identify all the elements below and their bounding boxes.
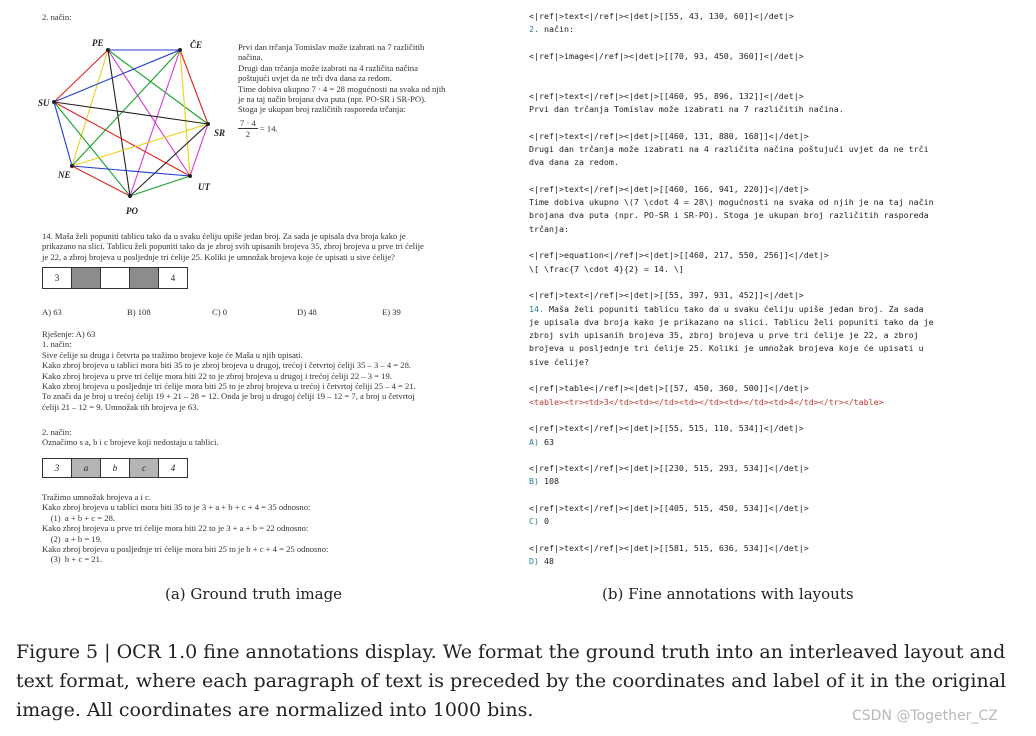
solution-line: ćeliji 21 – 12 = 9. Umnožak tih brojeva je 63. <box>42 401 199 412</box>
annotation-line <box>529 409 934 422</box>
annotation-text: način: <box>539 24 574 35</box>
fraction-numerator: 7 · 4 <box>240 118 256 128</box>
annotation-line <box>529 502 934 515</box>
annotation-text: <|ref|>text<|/ref|><|det|>[[230, 515, 293, 534]]<|/det|> <box>529 463 809 474</box>
gt-method2-body <box>42 492 512 565</box>
gt-solution <box>42 329 512 412</box>
problem-line: prikazano na slici. Tablicu želi popuniti tako da je zbroj svih upisanih brojeva 35, zbroj brojeva u prve tri ćelije <box>42 241 424 252</box>
graph-edge <box>72 166 190 176</box>
annotation-line <box>529 316 934 329</box>
option-0: A) 63 <box>42 307 62 317</box>
gt-side-text <box>238 42 478 115</box>
annotation-text: <|ref|>text<|/ref|><|det|>[[581, 515, 636, 534]]<|/det|> <box>529 542 809 553</box>
graph-node-label: NE <box>58 170 71 180</box>
annotation-text: <|ref|>text<|/ref|><|det|>[[460, 131, 880, 168]]<|/det|> <box>529 130 809 141</box>
annotation-line <box>529 223 934 236</box>
annotation-text: <|ref|>table<|/ref|><|det|>[[57, 450, 360, 500]]<|/det|> <box>529 383 809 394</box>
annotation-number: D) <box>529 556 539 567</box>
annotation-line <box>529 542 934 555</box>
annotation-table-html: <table><tr><td>3</td><td></td><td></td><td></td><td>4</td></tr></table> <box>529 396 884 407</box>
watermark: CSDN @Together_CZ <box>852 708 998 724</box>
graph-node <box>70 164 74 168</box>
annotation-number: 2. <box>529 24 539 35</box>
annotation-text: Drugi dan trčanja može izabrati na 4 različita načina poštujući uvjet da ne trči <box>529 143 929 154</box>
side-text-line: poštujući uvjet da ne trči dva dana za redom. <box>238 73 392 84</box>
option-2: C) 0 <box>212 307 228 317</box>
graph-node-label: UT <box>198 182 210 192</box>
annotation-line <box>529 37 934 50</box>
annotation-line <box>529 103 934 116</box>
graph-node-label: PO <box>126 206 138 216</box>
annotation-line <box>529 529 934 542</box>
side-text-line: Drugi dan trčanja može izabrati na 4 različita načina <box>238 62 418 73</box>
annotation-line <box>529 555 934 568</box>
solution-line: Sive ćelije su druga i četvrta pa tražimo brojeve koje će Maša u njih upisati. <box>42 349 303 360</box>
annotation-line <box>529 236 934 249</box>
table-cell: 4 <box>159 459 188 478</box>
annotation-text: <|ref|>equation<|/ref|><|det|>[[460, 217, 550, 256]]<|/det|> <box>529 250 829 261</box>
annotation-line <box>529 130 934 143</box>
method2-body-line: Kako zbroj brojeva u posljednje tri ćelije mora biti 25 to je b + c + 4 = 25 odnosno: <box>42 544 329 555</box>
problem-line: 14. Maša želi popuniti tablicu tako da u svaku ćeliju upiše jedan broj. Za sada je upisala dva broja kako je <box>42 231 406 241</box>
graph-node-label: ČE <box>190 40 203 50</box>
side-text-line: načina. <box>238 52 263 63</box>
annotation-line <box>529 249 934 262</box>
gt-options <box>42 307 462 319</box>
graph-edge <box>180 50 190 176</box>
table-cell <box>101 268 130 289</box>
annotation-line <box>529 462 934 475</box>
graph-node-label: SU <box>38 98 50 108</box>
graph-node-label: PE <box>92 38 104 48</box>
method2-body-line: Kako zbroj brojeva u prve tri ćelije mora biti 22 to je 3 + a + b = 22 odnosno: <box>42 523 309 534</box>
annotation-line <box>529 489 934 502</box>
graph-edge <box>72 50 180 166</box>
annotation-text: trčanja: <box>529 223 569 234</box>
graph-node <box>188 174 192 178</box>
fraction-denominator: 2 <box>245 129 251 140</box>
graph-node <box>52 100 56 104</box>
problem-line: je 22, a zbroj brojeva u posljednje tri ćelije 25. Koliki je umnožak brojeva koje će upisati u sive ćelije? <box>42 251 395 262</box>
fraction-result: = 14. <box>259 123 278 134</box>
graph-node <box>206 122 210 126</box>
graph-node <box>178 48 182 52</box>
annotation-line <box>529 196 934 209</box>
graph-edge <box>130 176 190 196</box>
annotation-line <box>529 90 934 103</box>
annotation-text: dva dana za redom. <box>529 157 619 168</box>
annotation-line <box>529 342 934 355</box>
annotation-line <box>529 515 934 528</box>
method2-body-line: (1) a + b + c = 28. <box>42 512 116 523</box>
annotation-text: 108 <box>539 476 559 487</box>
annotation-line <box>529 10 934 23</box>
graph-node-label: SR <box>214 128 226 138</box>
method2-line: 2. način: <box>42 427 72 437</box>
table-cell: 4 <box>159 268 188 289</box>
annotation-line <box>529 276 934 289</box>
problem-table <box>42 267 188 289</box>
annotation-number: C) <box>529 516 539 527</box>
annotation-text: 0 <box>539 516 549 527</box>
annotation-line <box>529 116 934 129</box>
solution-line: Rješenje: A) 63 <box>42 329 96 339</box>
annotation-line <box>529 63 934 76</box>
option-4: E) 39 <box>382 307 401 317</box>
graph-edge <box>54 102 72 166</box>
annotation-text: brojana dva puta (npr. PO-SR i SR-PO). Stoga je ukupan broj različitih rasporeda <box>529 210 929 221</box>
graph-node <box>106 48 110 52</box>
annotation-line <box>529 23 934 36</box>
caption-b: (b) Fine annotations with layouts <box>602 585 854 603</box>
graph-edge <box>180 50 208 124</box>
annotation-text: sive ćelije? <box>529 356 589 367</box>
solution-line: Kako zbroj brojeva u posljednje tri ćelije mora biti 25 to je zbroj brojeva u trećoj i četvrtoj ćeliji 25 – 4 = 21. <box>42 381 416 392</box>
graph-edge <box>130 124 208 196</box>
graph-edge <box>108 50 190 176</box>
gt-method2 <box>42 427 512 448</box>
fine-annotations <box>529 10 934 568</box>
annotation-number: B) <box>529 476 539 487</box>
figure-caption: Figure 5 | OCR 1.0 fine annotations display. We format the ground truth into an interleaved layout and text format, where each paragraph of text is preceded by the coordinates and label of it in the original image. All coordinates are normalized into 1000 bins. <box>16 641 1007 721</box>
annotation-line <box>529 289 934 302</box>
annotation-line <box>529 382 934 395</box>
table-cell <box>130 268 159 289</box>
gt-problem <box>42 231 492 262</box>
annotation-text: 48 <box>539 556 554 567</box>
table-cell: b <box>101 459 130 478</box>
annotation-line <box>529 475 934 488</box>
method2-line: Označimo s a, b i c brojeve koji nedostaju u tablici. <box>42 437 219 448</box>
gt-heading: 2. način: <box>42 12 72 22</box>
method2-body-line: (2) a + b = 19. <box>42 533 103 544</box>
annotation-text: Time dobiva ukupno \(7 \cdot 4 = 28\) mogućnosti na svaka od njih je na taj način <box>529 197 934 208</box>
annotation-line <box>529 183 934 196</box>
table-cell: a <box>72 459 101 478</box>
annotation-text: brojeva u posljednje tri ćelije 25. Koliki je umnožak brojeva koje će upisati u <box>529 343 924 354</box>
option-1: B) 108 <box>127 307 151 317</box>
table-cell <box>72 268 101 289</box>
annotation-text: Maša želi popuniti tablicu tako da u svaku ćeliju upiše jedan broj. Za sada <box>544 303 924 314</box>
caption-a: (a) Ground truth image <box>165 585 343 603</box>
annotation-line <box>529 170 934 183</box>
annotation-line <box>529 303 934 316</box>
annotation-line <box>529 329 934 342</box>
annotation-line <box>529 156 934 169</box>
annotation-number: 14. <box>529 303 544 314</box>
annotation-line <box>529 263 934 276</box>
annotation-line <box>529 76 934 89</box>
annotation-line <box>529 396 934 409</box>
annotation-line <box>529 422 934 435</box>
annotation-line <box>529 369 934 382</box>
side-text-line: Time dobiva ukupno 7 · 4 = 28 mogućnosti na svaka od njih <box>238 83 446 94</box>
annotation-text: <|ref|>text<|/ref|><|det|>[[55, 515, 110, 534]]<|/det|> <box>529 423 804 434</box>
option-3: D) 48 <box>297 307 317 317</box>
annotation-text: <|ref|>text<|/ref|><|det|>[[405, 515, 450, 534]]<|/det|> <box>529 502 809 513</box>
annotation-text: <|ref|>image<|/ref|><|det|>[[70, 93, 450, 360]]<|/det|> <box>529 50 804 61</box>
side-text-line: je na taj način brojana dva puta (npr. PO-SR i SR-PO). <box>238 94 427 105</box>
annotation-text: 63 <box>539 436 554 447</box>
graph-edge <box>54 50 180 102</box>
table-cell: c <box>130 459 159 478</box>
solution-table <box>42 458 188 478</box>
solution-line: To znači da je broj u trećoj ćeliji 19 + 21 – 28 = 12. Onda je broj u drugoj ćeliji 19 – 12 = 7, a broj u četvrtoj <box>42 391 415 402</box>
annotation-line <box>529 449 934 462</box>
annotation-text: Prvi dan trčanja Tomislav može izabrati na 7 različitih načina. <box>529 104 844 115</box>
annotation-text: je upisala dva broja kako je prikazano na slici. Tablicu želi popuniti tako da je <box>529 316 934 327</box>
annotation-line <box>529 143 934 156</box>
side-text-line: Prvi dan trčanja Tomislav može izabrati na 7 različitih <box>238 42 425 52</box>
table-cell: 3 <box>43 268 72 289</box>
graph-node <box>128 194 132 198</box>
method2-body-line: (3) b + c = 21. <box>42 554 103 565</box>
solution-line: Kako zbroj brojeva u tablici mora biti 35 to je zbroj brojeva u drugoj, trećoj i četvrtoj ćeliji 35 – 3 – 4 = 28. <box>42 360 412 371</box>
solution-line: Kako zbroj brojeva u prve tri ćelije mora biti 22 to je zbroj brojeva u drugoj i trećoj ćeliji 22 – 3 = 19. <box>42 370 392 381</box>
solution-line: 1. način: <box>42 339 72 350</box>
method2-body-line: Kako zbroj brojeva u tablici mora biti 35 to je 3 + a + b + c + 4 = 35 odnosno: <box>42 502 311 513</box>
annotation-text: <|ref|>text<|/ref|><|det|>[[460, 95, 896, 132]]<|/det|> <box>529 90 804 101</box>
annotation-text: \[ \frac{7 \cdot 4}{2} = 14. \] <box>529 263 684 274</box>
annotation-line <box>529 436 934 449</box>
annotation-line <box>529 50 934 63</box>
annotation-text: zbroj svih upisanih brojeva 35, zbroj brojeva u prve tri ćelije je 22, a zbroj <box>529 330 919 341</box>
annotation-line <box>529 356 934 369</box>
annotation-line <box>529 209 934 222</box>
method2-body-line: Tražimo umnožak brojeva a i c. <box>42 492 151 502</box>
annotation-text: <|ref|>text<|/ref|><|det|>[[55, 43, 130, 60]]<|/det|> <box>529 11 794 21</box>
annotation-text: <|ref|>text<|/ref|><|det|>[[460, 166, 941, 220]]<|/det|> <box>529 183 809 194</box>
table-cell: 3 <box>43 459 72 478</box>
complete-graph-figure <box>40 36 240 216</box>
annotation-text: <|ref|>text<|/ref|><|det|>[[55, 397, 931, 452]]<|/det|> <box>529 290 804 301</box>
side-text-line: Stoga je ukupan broj različitih rasporeda trčanja: <box>238 104 406 115</box>
gt-fraction <box>238 118 278 140</box>
annotation-number: A) <box>529 436 539 447</box>
